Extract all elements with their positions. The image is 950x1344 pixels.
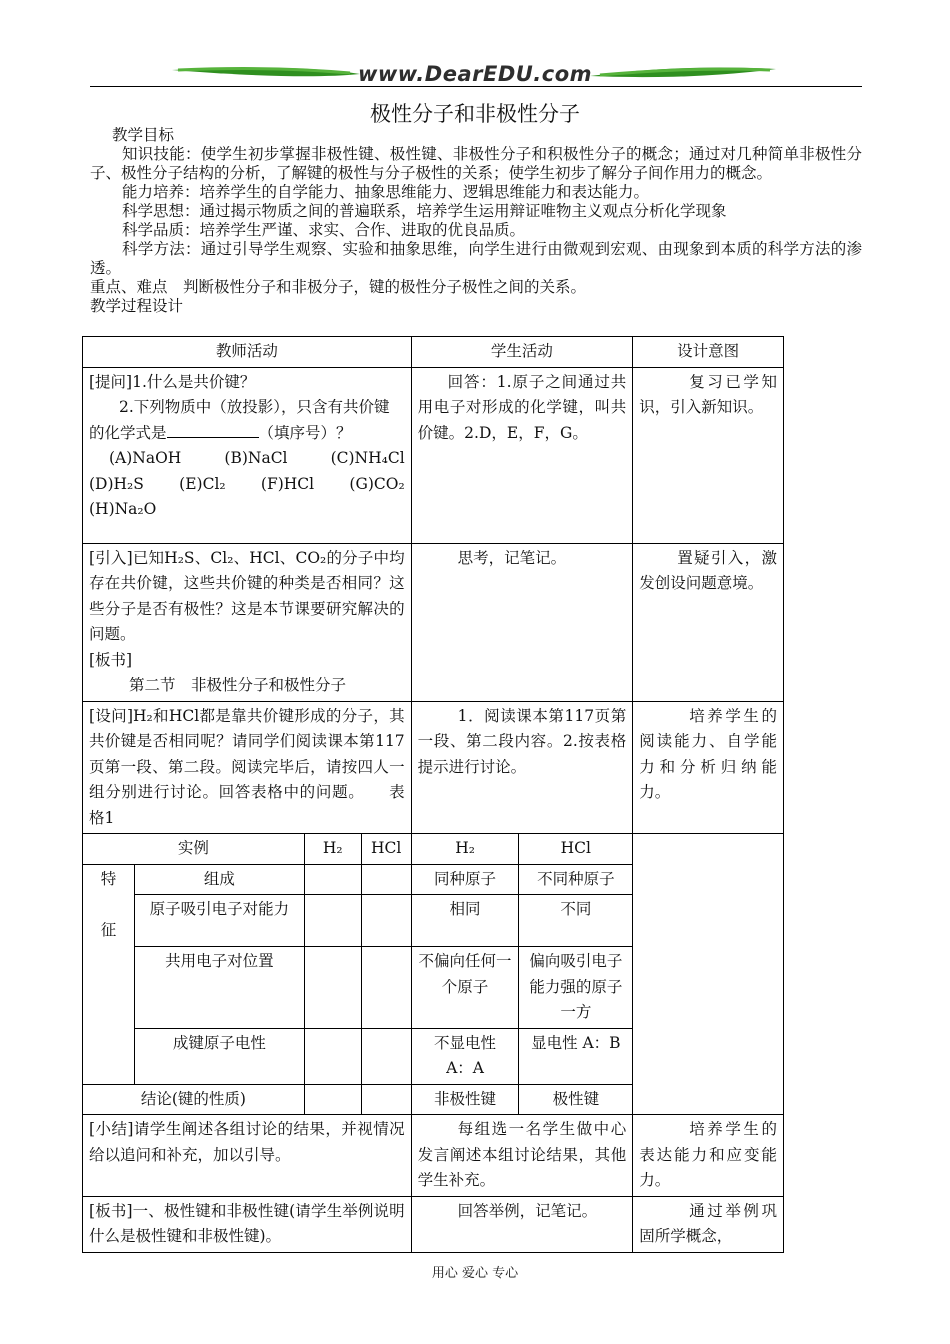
design-cell: 置疑引入，激发创设问题意境。 <box>633 543 784 701</box>
options-line-3: (H)Na₂O <box>89 500 157 518</box>
key-points: 重点、难点 判断极性分子和非极分子，键的极性分子极性之间的关系。 <box>90 278 587 296</box>
inner-header-h2: H₂ <box>304 834 361 865</box>
objectives-section <box>90 126 862 316</box>
teacher-cell: [小结]请学生阐述各组讨论的结果，并视情况给以追问和补充，加以引导。 <box>83 1115 412 1197</box>
table-row <box>83 1196 784 1252</box>
table-header-row <box>83 337 784 368</box>
inner-header-h2-b: H₂ <box>411 834 519 865</box>
header-design: 设计意图 <box>633 337 784 368</box>
page-title: 极性分子和非极性分子 <box>370 102 580 126</box>
design-empty-cell <box>633 834 784 1115</box>
design-cell: 复习已学知识，引入新知识。 <box>633 367 784 543</box>
inner-header-example: 实例 <box>83 834 305 865</box>
page-header <box>0 0 950 95</box>
objective-quality: 科学品质：培养学生严谨、求实、合作、进取的优良品质。 <box>122 221 526 239</box>
table-row <box>83 367 784 543</box>
objective-ability: 能力培养：培养学生的自学能力、抽象思维能力、逻辑思维能力和表达能力。 <box>122 183 650 201</box>
design-cell: 通过举例巩固所学概念， <box>633 1196 784 1252</box>
process-heading: 教学过程设计 <box>90 297 184 315</box>
teacher-cell: [设问]H₂和HCl都是靠共价键形成的分子，其共价键是否相同呢？请同学们阅读课本第117页第一段、第二段。阅读完毕后，请按四人一组分别进行讨论。回答表格中的问题。 表格1 <box>83 701 412 834</box>
question-1: [提问]1.什么是共价键？ <box>89 372 256 391</box>
inner-header-row <box>83 834 784 865</box>
options-line-1: (A)NaOH (B)NaCl (C)NH₄Cl <box>109 449 405 467</box>
page-footer: 用心 爱心 专心 <box>431 1266 519 1281</box>
objective-thought: 科学思想：通过揭示物质之间的普遍联系，培养学生运用辩证唯物主义观点分析化学现象 <box>122 202 727 220</box>
header-teacher: 教师活动 <box>83 337 412 368</box>
inner-header-hcl-b: HCl <box>519 834 633 865</box>
inner-header-hcl: HCl <box>361 834 411 865</box>
table-row <box>83 701 784 834</box>
teacher-cell: [引入]已知H₂S、Cl₂、HCl、CO₂的分子中均存在共价键，这些共价键的种类是否相同？这些分子是否有极性？这是本节课要研究解决的问题。 [板书] 第二节 非极性分子和极性分子 <box>83 543 412 701</box>
design-cell: 培养学生的阅读能力、自学能力和分析归纳能力。 <box>633 701 784 834</box>
student-cell: 思考，记笔记。 <box>411 543 633 701</box>
lesson-table <box>82 336 784 1253</box>
inner-row: 共用电子对位置 不偏向任何一个原子 偏向吸引电子能力强的原子一方 <box>83 947 784 1029</box>
student-cell: 回答：1.原子之间通过共用电子对形成的化学键，叫共价键。2.D，E，F，G。 <box>411 367 633 543</box>
options-line-2: (D)H₂S (E)Cl₂ (F)HCl (G)CO₂ <box>89 474 405 493</box>
student-cell: 每组选一名学生做中心发言阐述本组讨论结果，其他学生补充。 <box>411 1115 633 1197</box>
inner-row: 原子吸引电子对能力 相同 不同 <box>83 895 784 947</box>
table-row <box>83 543 784 701</box>
table-row <box>83 1115 784 1197</box>
objective-method: 科学方法：通过引导学生观察、实验和抽象思维，向学生进行由微观到宏观、由现象到本质的科学方法的渗透。 <box>90 240 862 277</box>
student-cell: 1．阅读课本第117页第一段、第二段内容。2.按表格提示进行讨论。 <box>411 701 633 834</box>
header-rule <box>90 86 862 87</box>
objective-knowledge: 知识技能：使学生初步掌握非极性键、极性键、非极性分子和积极性分子的概念；通过对几种简单非极性分子、极性分子结构的分析，了解键的极性与分子极性的关系；使学生初步了解分子间作用力的概念。 <box>90 145 862 182</box>
inner-row: 特 征 组成 同种原子 不同种原子 <box>83 864 784 895</box>
objectives-heading: 教学目标 <box>112 126 175 144</box>
answer-blank <box>167 421 259 438</box>
teacher-cell: [板书]一、极性键和非极性键(请学生举例说明什么是极性键和非极性键)。 <box>83 1196 412 1252</box>
question-2: 2.下列物质中（放投影），只含有共价键的化学式是 （填序号）？ <box>89 398 390 442</box>
inner-conclusion-row: 结论(键的性质) 非极性键 极性键 <box>83 1084 784 1115</box>
header-student: 学生活动 <box>411 337 633 368</box>
site-logo-text: www.DearEDU.com <box>357 62 593 86</box>
inner-row: 成键原子电性 不显电性 A：A 显电性 A：B <box>83 1028 784 1084</box>
student-cell: 回答举例，记笔记。 <box>411 1196 633 1252</box>
design-cell: 培养学生的表达能力和应变能力。 <box>633 1115 784 1197</box>
feature-cell: 特 征 <box>83 864 135 1084</box>
teacher-cell <box>83 367 412 543</box>
